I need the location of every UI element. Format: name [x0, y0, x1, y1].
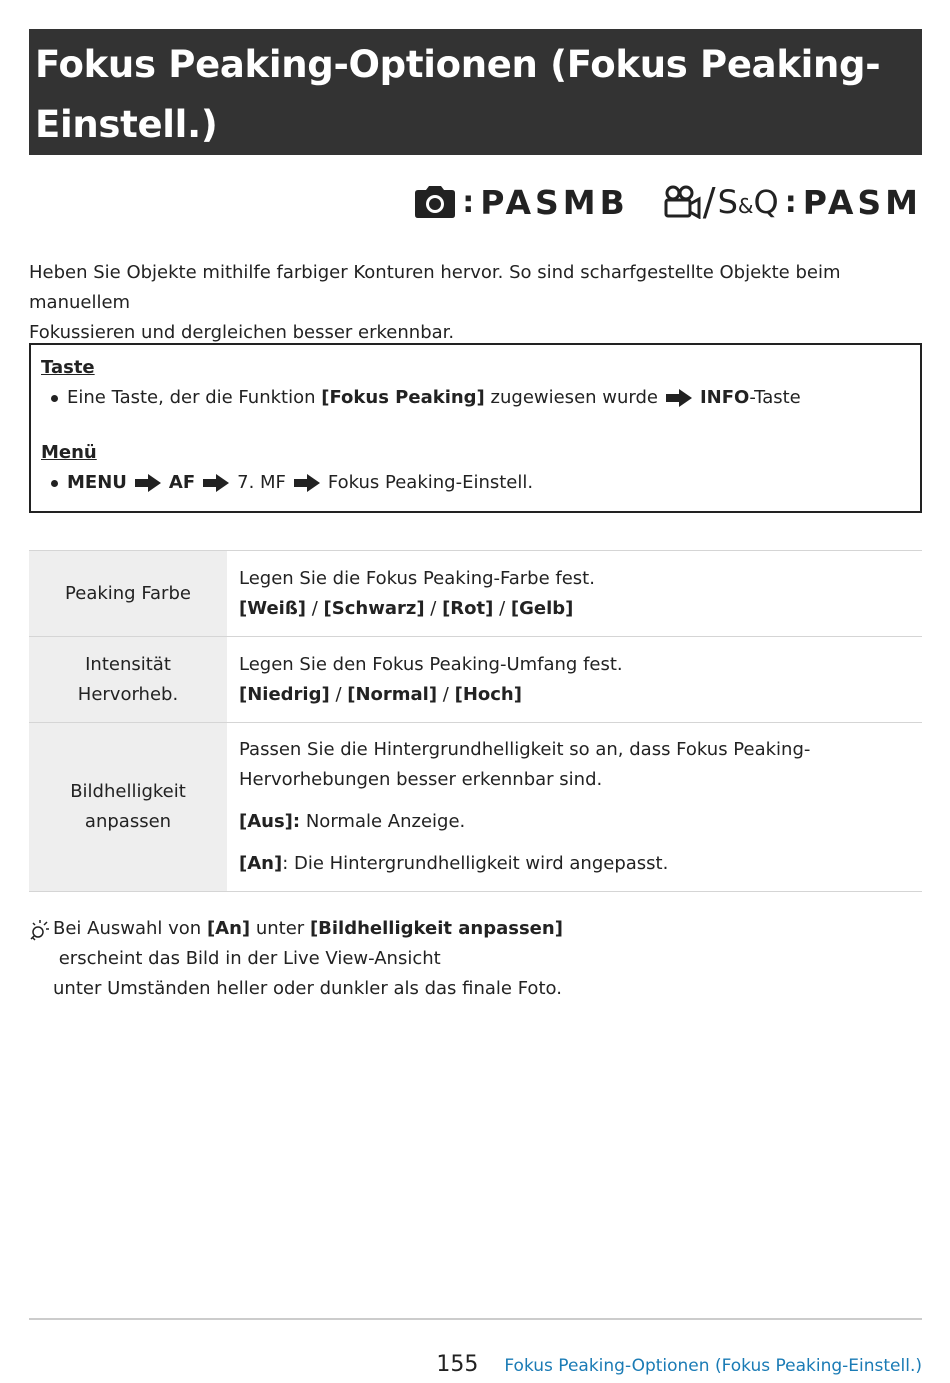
opt-schwarz: [Schwarz] [323, 597, 425, 619]
taste-pre: Eine Taste, der die Funktion [67, 387, 316, 408]
opt-aus-line [239, 807, 910, 837]
hint-an: [An] [206, 918, 251, 939]
row-value [227, 637, 922, 723]
opt-gelb: [Gelb] [510, 597, 574, 619]
opt-rot: [Rot] [442, 597, 494, 619]
opt-aus-text: Normale Anzeige. [300, 811, 466, 832]
hint-mid: unter [250, 918, 310, 939]
page-title-bar [29, 29, 922, 155]
movie-s: S [717, 183, 738, 221]
arrow-right-icon [203, 474, 229, 492]
intro-text [29, 258, 924, 348]
hint-setting: [Bildhelligkeit anpassen] [309, 918, 563, 939]
table-row [29, 637, 922, 723]
photo-modes: PASMB [480, 182, 629, 222]
key-hervorheb: Hervorheb. [77, 683, 179, 705]
row-desc: Legen Sie die Fokus Peaking-Farbe fest. [239, 567, 595, 589]
row-key [29, 551, 227, 637]
key-bildhelligkeit: Bildhelligkeit [70, 781, 186, 802]
table-row [29, 551, 922, 637]
opt-an-text: : Die Hintergrundhelligkeit wird angepasst. [282, 853, 669, 874]
sep: / [493, 597, 511, 619]
menu-step-menu: MENU [67, 472, 127, 493]
opt-aus: [Aus]: [239, 811, 301, 832]
movie-camera-icon [663, 185, 701, 219]
taste-function: [Fokus Peaking] [321, 387, 485, 408]
hint-pre: Bei Auswahl von [53, 918, 207, 939]
mode-indicators [414, 182, 922, 222]
movie-modes: PASM [802, 182, 922, 222]
sep: / [306, 597, 324, 619]
amp-text: & [737, 194, 754, 218]
page-number: 155 [436, 1352, 479, 1377]
page-title-line1: Fokus Peaking-Optionen (Fokus Peaking- [35, 43, 881, 86]
row-options [239, 594, 910, 624]
options-table [29, 550, 922, 892]
opt-an-line [239, 849, 910, 879]
section-link[interactable]: Fokus Peaking-Optionen (Fokus Peaking-Einstell.) [504, 1356, 922, 1376]
table-row [29, 723, 922, 892]
menu-step-item: Fokus Peaking-Einstell. [327, 472, 534, 493]
key-intensitaet: Intensität [85, 653, 171, 675]
menu-step-af: AF [168, 472, 196, 493]
movie-slash: / [702, 180, 716, 224]
arrow-right-icon [135, 474, 161, 492]
taste-suffix: -Taste [749, 387, 801, 408]
opt-normal: [Normal] [347, 683, 438, 705]
arrow-right-icon [666, 389, 692, 407]
row-key [29, 637, 227, 723]
row-key [29, 723, 227, 892]
camera-icon [414, 185, 456, 219]
bullet-icon [51, 395, 58, 402]
taste-info: INFO [699, 387, 750, 408]
row-options [239, 680, 910, 710]
row-desc: Legen Sie den Fokus Peaking-Umfang fest. [239, 653, 623, 675]
intro-line2: Fokussieren und dergleichen besser erkennbar. [29, 322, 455, 343]
page-title-line2: Einstell.) [35, 103, 218, 146]
footer [436, 1352, 922, 1377]
movie-colon: : [784, 184, 797, 220]
access-box [29, 343, 922, 513]
opt-weiss: [Weiß] [239, 597, 306, 619]
movie-q: Q [753, 183, 779, 221]
row-desc-2: Hervorhebungen besser erkennbar sind. [239, 769, 603, 790]
key-anpassen: anpassen [84, 811, 172, 832]
sep: / [424, 597, 443, 619]
opt-hoch: [Hoch] [454, 683, 522, 705]
taste-heading: Taste [41, 357, 95, 378]
arrow-right-icon [294, 474, 320, 492]
row-value [227, 551, 922, 637]
row-value [227, 723, 922, 892]
hint-text [53, 914, 924, 1004]
opt-niedrig: [Niedrig] [239, 683, 330, 705]
opt-an: [An] [239, 853, 283, 874]
bullet-icon [51, 480, 58, 487]
key-peaking-farbe: Peaking Farbe [65, 582, 191, 604]
hint-line1 [53, 914, 924, 974]
lightbulb-icon [29, 914, 53, 1004]
menu-heading: Menü [41, 442, 97, 463]
hint-note [29, 914, 924, 1004]
photo-colon: : [462, 184, 475, 220]
intro-line1: Heben Sie Objekte mithilfe farbiger Konturen hervor. So sind scharfgestellte Objekte beim manuellem [29, 262, 841, 313]
row-desc-1: Passen Sie die Hintergrundhelligkeit so an, dass Fokus Peaking- [239, 739, 811, 760]
taste-line [41, 383, 910, 413]
hint-post1: erscheint das Bild in der Live View-Ansicht [53, 948, 441, 969]
hint-line2: unter Umständen heller oder dunkler als das finale Foto. [53, 978, 562, 999]
footer-divider [29, 1318, 922, 1320]
sep: / [329, 683, 348, 705]
taste-mid: zugewiesen wurde [490, 387, 658, 408]
movie-amp [738, 183, 754, 221]
menu-path [41, 468, 910, 498]
sep: / [437, 683, 455, 705]
menu-step-mf: 7. MF [237, 472, 286, 493]
